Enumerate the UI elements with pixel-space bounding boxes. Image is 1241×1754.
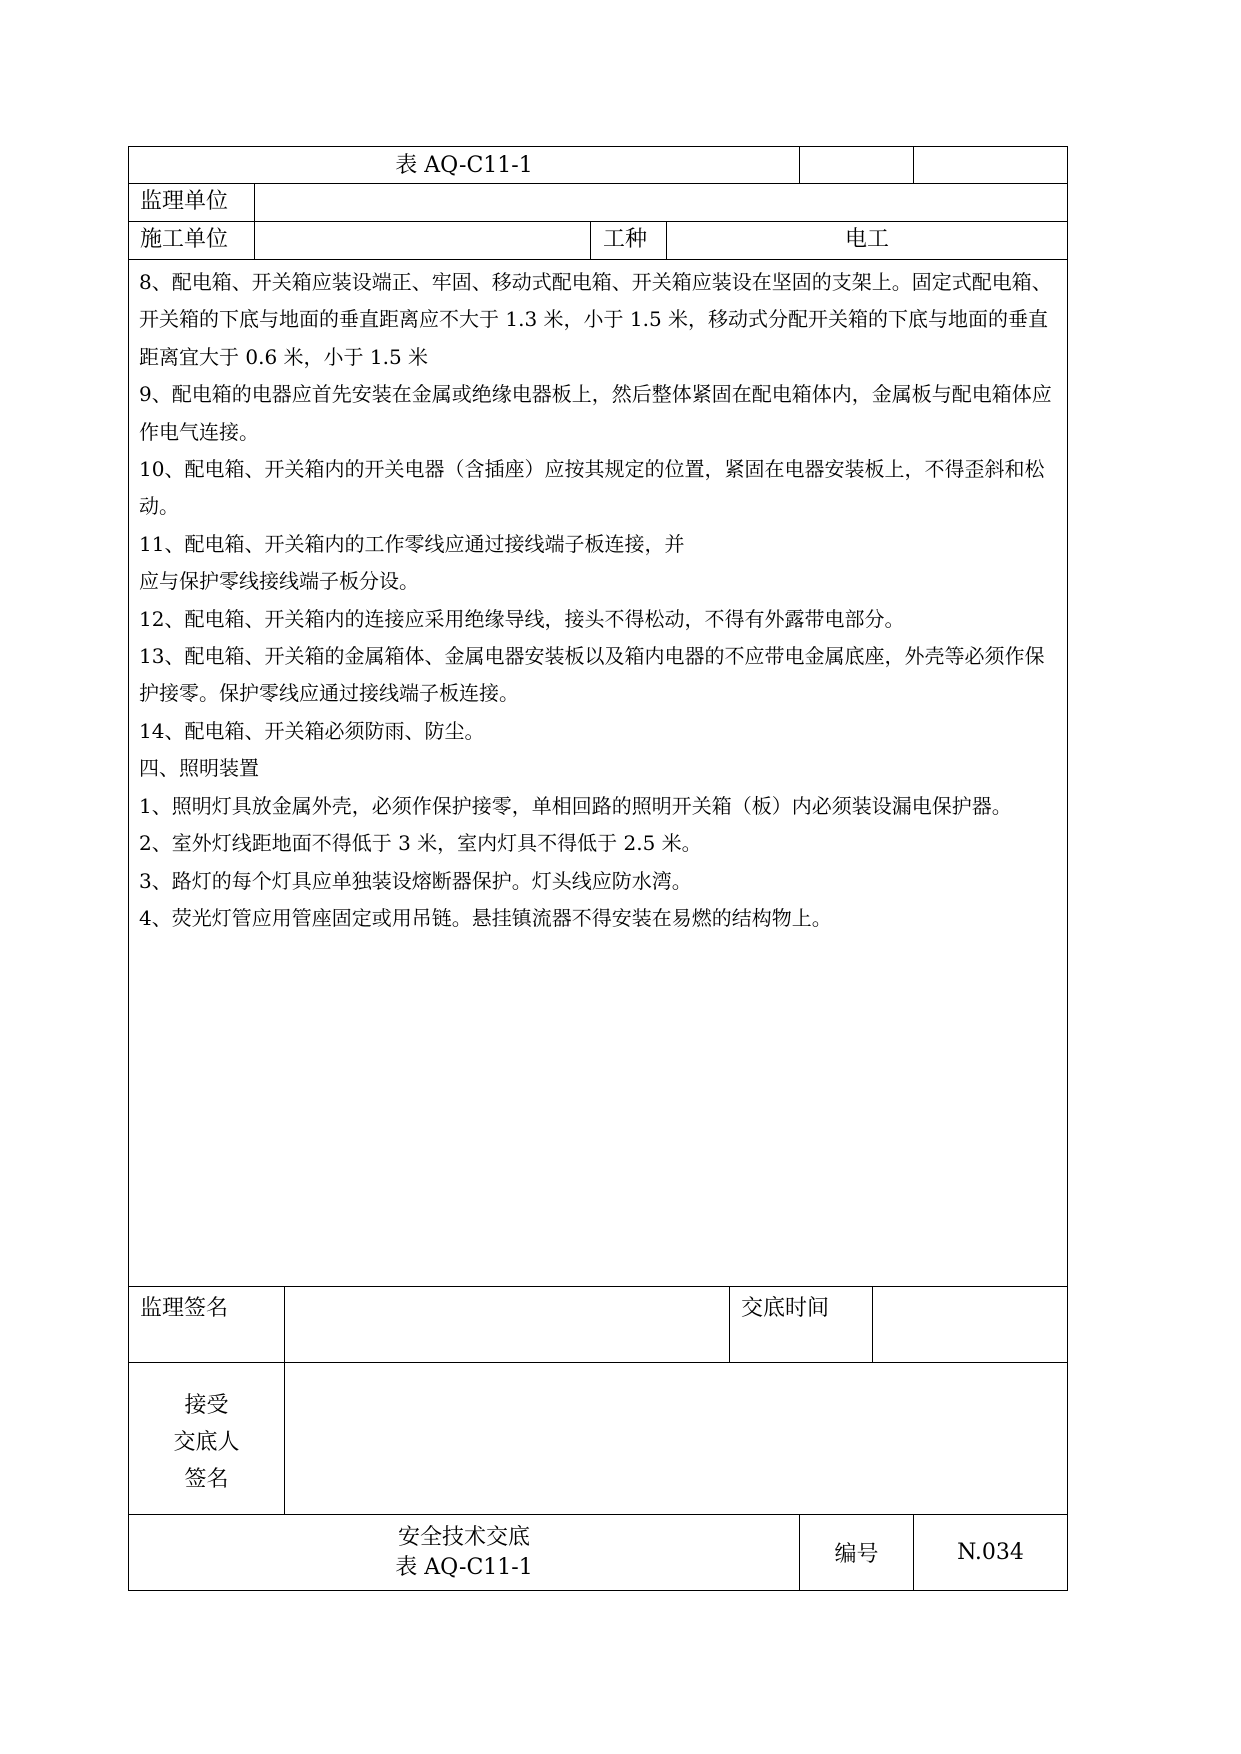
header-form-code: 表 AQ-C11-1 xyxy=(395,153,533,178)
footer-form-code: 表 AQ-C11-1 xyxy=(395,1554,533,1580)
footer-row xyxy=(128,1515,1068,1591)
content-line: 14、配电箱、开关箱必须防雨、防尘。 xyxy=(139,718,485,743)
supervisor-signature-field[interactable] xyxy=(284,1287,729,1362)
content-line: 8、配电箱、开关箱应装设端正、牢固、移动式配电箱、开关箱应装设在坚固的支架上。固定式配电箱、开关箱的下底与地面的垂直距离应不大于 1.3 米，小于 1.5 米，移动式分配开关箱的下底与地面的垂直距离宜大于 0.6 米，小于 1.5 米 xyxy=(139,270,1052,369)
content-line: 1、照明灯具放金属外壳，必须作保护接零，单相回路的照明开关箱（板）内必须装设漏电保护器。 xyxy=(139,793,1012,818)
footer-title-block xyxy=(129,1515,799,1590)
content-line: 12、配电箱、开关箱内的连接应采用绝缘导线，接头不得松动，不得有外露带电部分。 xyxy=(139,606,905,631)
recipient-signature-field[interactable] xyxy=(284,1363,1067,1514)
content-line: 11、配电箱、开关箱内的工作零线应通过接线端子板连接，并 xyxy=(139,531,685,556)
trade-value: 电工 xyxy=(666,222,1067,259)
content-line: 2、室外灯线距地面不得低于 3 米，室内灯具不得低于 2.5 米。 xyxy=(139,831,702,856)
supervisor-unit-row xyxy=(128,184,1068,222)
supervisor-unit-value xyxy=(254,184,1067,221)
content-line: 4、荧光灯管应用管座固定或用吊链。悬挂镇流器不得安装在易燃的结构物上。 xyxy=(139,905,832,930)
content-line: 9、配电箱的电器应首先安装在金属或绝缘电器板上，然后整体紧固在配电箱体内，金属板与配电箱体应作电气连接。 xyxy=(139,382,1052,444)
footer-number-label: 编号 xyxy=(799,1515,913,1590)
recipient-label xyxy=(129,1363,284,1514)
supervisor-unit-label: 监理单位 xyxy=(140,189,229,214)
header-blank-cell-1 xyxy=(799,147,913,183)
header-row xyxy=(128,146,1068,184)
content-line: 应与保护零线接线端子板分设。 xyxy=(139,569,419,594)
header-blank-cell-2 xyxy=(913,147,1067,183)
safety-briefing-form xyxy=(128,146,1068,1591)
recipient-label-line-1: 接受 xyxy=(184,1393,229,1418)
trade-label: 工种 xyxy=(590,222,666,259)
recipient-label-line-2: 交底人 xyxy=(173,1430,240,1455)
construction-unit-label: 施工单位 xyxy=(140,227,229,252)
signature-row xyxy=(128,1287,1068,1363)
content-body xyxy=(129,260,1067,937)
supervisor-signature-label: 监理签名 xyxy=(140,1296,229,1321)
content-line: 四、照明装置 xyxy=(139,756,259,781)
briefing-time-label: 交底时间 xyxy=(729,1287,872,1362)
content-line: 10、配电箱、开关箱内的开关电器（含插座）应按其规定的位置，紧固在电器安装板上，不得歪斜和松动。 xyxy=(139,457,1045,519)
briefing-time-field[interactable] xyxy=(872,1287,1067,1362)
construction-unit-value xyxy=(254,222,590,259)
content-row xyxy=(128,260,1068,1287)
footer-title: 安全技术交底 xyxy=(397,1524,530,1550)
recipient-label-line-3: 签名 xyxy=(184,1467,229,1492)
construction-unit-row xyxy=(128,222,1068,260)
footer-number-value: N.034 xyxy=(913,1515,1067,1590)
content-line: 3、路灯的每个灯具应单独装设熔断器保护。灯头线应防水湾。 xyxy=(139,868,692,893)
recipient-row xyxy=(128,1363,1068,1515)
content-line: 13、配电箱、开关箱的金属箱体、金属电器安装板以及箱内电器的不应带电金属底座，外壳等必须作保护接零。保护零线应通过接线端子板连接。 xyxy=(139,644,1045,706)
